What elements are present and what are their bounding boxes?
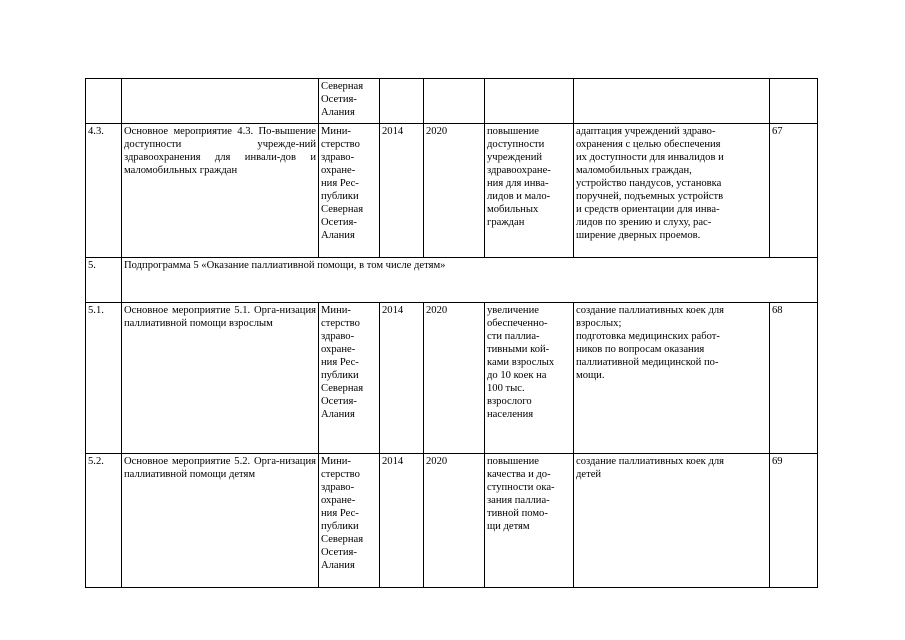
subprogram-title: Подпрограмма 5 «Оказание паллиативной помощи, в том числе детям» (122, 258, 818, 303)
indicator: повышение доступности учреждений здравоохране- ния для инва- лидов и мало- мобильных граждан (485, 124, 574, 258)
row-number (86, 79, 122, 124)
expected-result: создание паллиативных коек для детей (574, 454, 770, 588)
measure-name: Основное мероприятие 4.3. По-вышение доступности учрежде-ний здравоохранения для инвали-дов и маломобильных граждан (122, 124, 319, 258)
indicator: повышение качества и до- ступности ока- зания паллиа- тивной помо- щи детям (485, 454, 574, 588)
end-year (424, 79, 485, 124)
row-number: 5. (86, 258, 122, 303)
responsible-org: Мини- стерство здраво- охране- ния Рес- публики Северная Осетия- Алания (319, 124, 380, 258)
start-year: 2014 (380, 303, 424, 454)
responsible-org: Северная Осетия- Алания (319, 79, 380, 124)
indicator: увеличение обеспеченно- сти паллиа- тивными кой- ками взрослых до 10 коек на 100 тыс. взрослого населения (485, 303, 574, 454)
indicator (485, 79, 574, 124)
page-number: 67 (770, 124, 818, 258)
expected-result (574, 79, 770, 124)
table-row (86, 124, 818, 258)
subprogram-row (86, 258, 818, 303)
row-number: 5.2. (86, 454, 122, 588)
row-number: 4.3. (86, 124, 122, 258)
start-year (380, 79, 424, 124)
start-year: 2014 (380, 454, 424, 588)
table-row (86, 454, 818, 588)
expected-result: адаптация учреждений здраво- охранения с целью обеспечения их доступности для инвалидов и маломобильных граждан, устройство пандусов, установка поручней, подъемных устройств и средств ориентации для инва- лидов по зрению и слуху, рас- ширение дверных проемов. (574, 124, 770, 258)
measure-name: Основное мероприятие 5.1. Орга-низация паллиативной помощи взрослым (122, 303, 319, 454)
responsible-org: Мини- стерство здраво- охране- ния Рес- публики Северная Осетия- Алания (319, 454, 380, 588)
start-year: 2014 (380, 124, 424, 258)
end-year: 2020 (424, 303, 485, 454)
page-number: 69 (770, 454, 818, 588)
end-year: 2020 (424, 454, 485, 588)
table-row (86, 303, 818, 454)
table-row (86, 79, 818, 124)
measure-name (122, 79, 319, 124)
measure-name: Основное мероприятие 5.2. Орга-низация паллиативной помощи детям (122, 454, 319, 588)
expected-result: создание паллиативных коек для взрослых; подготовка медицинских работ- ников по вопросам оказания паллиативной медицинской по- мощи. (574, 303, 770, 454)
page-number: 68 (770, 303, 818, 454)
responsible-org: Мини- стерство здраво- охране- ния Рес- публики Северная Осетия- Алания (319, 303, 380, 454)
page-number (770, 79, 818, 124)
row-number: 5.1. (86, 303, 122, 454)
measures-table (85, 78, 818, 588)
end-year: 2020 (424, 124, 485, 258)
